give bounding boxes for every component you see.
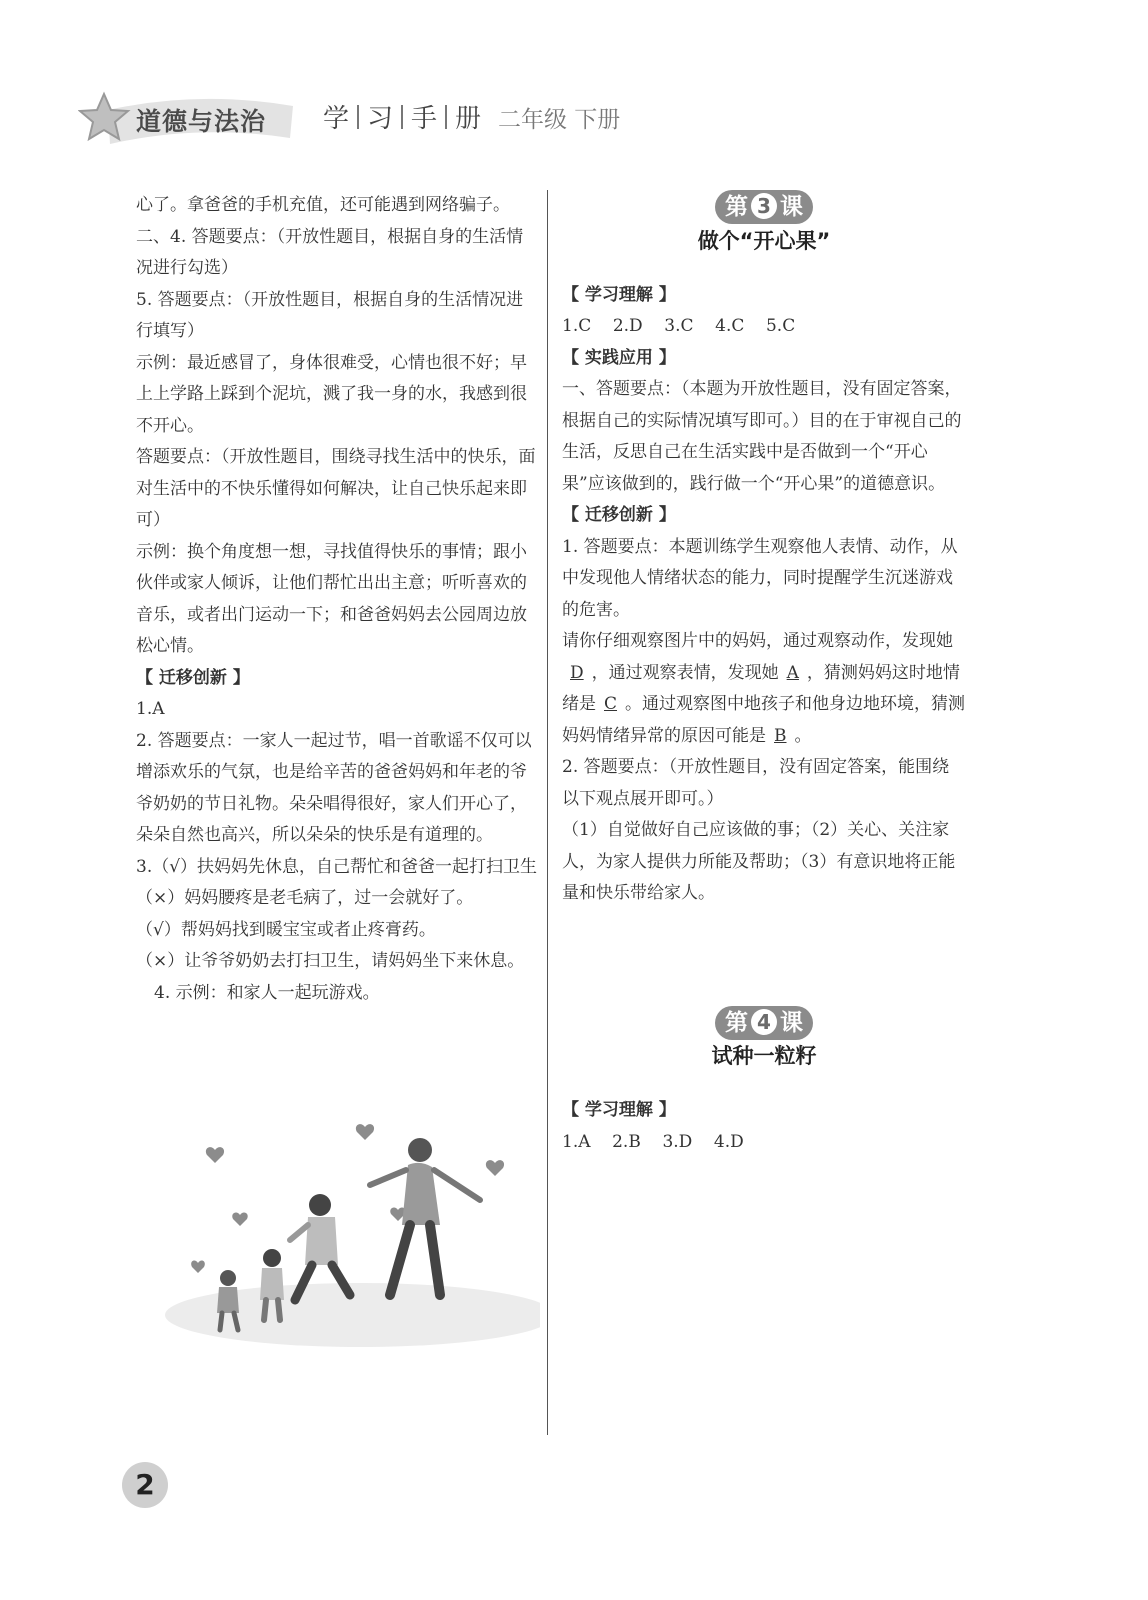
answer-item: 4. 示例：和家人一起玩游戏。 <box>154 982 380 1003</box>
section-heading: 【 迁移创新 】 <box>136 667 250 688</box>
answer-line: 5. 答题要点：（开放性题目，根据自身的生活情况进行填写） <box>136 289 524 341</box>
lesson-title: 试种一粒籽 <box>711 1044 817 1068</box>
answer-item: （√）帮妈妈找到暖宝宝或者止疼膏药。 <box>136 919 436 940</box>
section-heading: 【 学习理解 】 <box>562 284 676 305</box>
blank-answer: C <box>604 694 618 714</box>
answer-line: 1. 答题要点：本题训练学生观察他人表情、动作，从中发现他人情绪状态的能力，同时提醒学生沉迷游戏的危害。 <box>562 536 958 620</box>
fill-blank-paragraph: 请你仔细观察图片中的妈妈，通过观察动作，发现她D ，通过观察表情，发现她 A ，猜测妈妈这时地情绪是 C 。通过观察图中地孩子和他身边地环境，猜测妈妈情绪异常的原因可能是 B 。 <box>562 631 966 746</box>
blank-answer: B <box>774 725 787 746</box>
section-heading: 【 实践应用 】 <box>562 347 676 368</box>
answer-item: （×）让爷爷奶奶去打扫卫生，请妈妈坐下来休息。 <box>136 951 525 971</box>
lesson-badge: 第 3 课 <box>715 190 813 224</box>
section-heading: 【 学习理解 】 <box>562 1100 676 1120</box>
answer-line: 示例：换个角度想一想，寻找值得快乐的事情；跟小伙伴或家人倾诉，让他们帮忙出出主意；听听喜欢的音乐，或者出门运动一下；和爸爸妈妈去公园周边放松心情。 <box>136 541 527 656</box>
lesson-badge: 第 4 课 <box>715 1006 813 1040</box>
answer-line: （1）自觉做好自己应该做的事；（2）关心、关注家人，为家人提供力所能及帮助；（3）有意识地将正能量和快乐带给家人。 <box>562 820 956 903</box>
answer-line: 2. 答题要点：（开放性题目，没有固定答案，能围绕以下观点展开即可。） <box>562 757 950 809</box>
right-column <box>562 190 966 1158</box>
family-dance-illustration <box>140 1115 540 1350</box>
section-heading: 【 迁移创新 】 <box>562 505 676 525</box>
lesson-3-header <box>562 190 966 256</box>
grade-label: 二年级 下册 <box>498 107 621 133</box>
answer-line: 二、4. 答题要点：（开放性题目，根据自身的生活情况进行勾选） <box>136 226 524 278</box>
answer-line: 心了。拿爸爸的手机充值，还可能遇到网络骗子。 <box>136 195 510 215</box>
answer-key: 1.A 2.B 3.D 4.D <box>562 1131 744 1152</box>
blank-answer: D <box>570 662 584 683</box>
page-header <box>78 88 698 158</box>
answer-item: 3.（√）扶妈妈先休息，自己帮忙和爸爸一起打扫卫生 <box>136 856 538 877</box>
answer-item: 1.A <box>136 699 165 719</box>
answer-line: 示例：最近感冒了，身体很难受，心情也很不好；早上上学路上踩到个泥坑，溅了我一身的水，我感到很不开心。 <box>136 352 527 436</box>
page-number: 2 <box>122 1462 168 1508</box>
blank-answer: A <box>786 662 799 683</box>
handbook-title: 学 习 手 册 <box>323 104 482 134</box>
lesson-4-header <box>562 1006 966 1072</box>
answer-item: 2. 答题要点：一家人一起过节，唱一首歌谣不仅可以增添欢乐的气氛，也是给辛苦的爸爸妈妈和年老的爷爷奶奶的节日礼物。朵朵唱得很好，家人们开心了，朵朵自然也高兴，所以朵朵的快乐是有道理的。 <box>136 730 532 845</box>
answer-line: 一、答题要点：（本题为开放性题目，没有固定答案，根据自己的实际情况填写即可。）目的在于审视自己的生活，反思自己在生活实践中是否做到一个“开心果”应该做到的，践行做一个“开心果”的道德意识。 <box>562 379 962 494</box>
column-divider <box>547 190 548 1435</box>
left-column <box>136 190 540 1009</box>
lesson-title: 做个“开心果” <box>697 228 831 253</box>
answer-line: 答题要点：（开放性题目，围绕寻找生活中的快乐，面对生活中的不快乐懂得如何解决，让自己快乐起来即可） <box>136 447 536 530</box>
answer-item: （×）妈妈腰疼是老毛病了，过一会就好了。 <box>136 888 474 908</box>
brand-title: 道德与法治 <box>136 107 267 136</box>
answer-key: 1.C 2.D 3.C 4.C 5.C <box>562 316 796 336</box>
